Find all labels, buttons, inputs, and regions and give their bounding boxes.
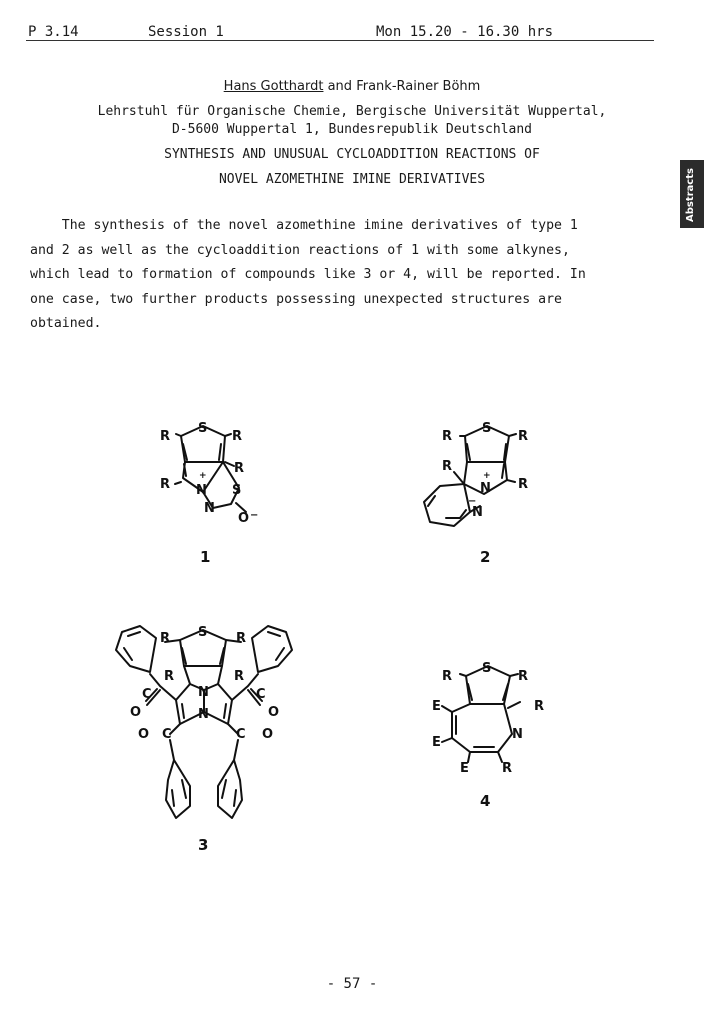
atom-label: R bbox=[518, 669, 529, 684]
atom-label: C bbox=[236, 727, 246, 742]
abstract-line: obtained. bbox=[30, 316, 102, 331]
atom-label: N bbox=[198, 685, 209, 700]
section-tab bbox=[680, 160, 704, 228]
atom-label: O bbox=[268, 705, 280, 720]
atom-label: N bbox=[512, 727, 523, 742]
structure-4 bbox=[442, 666, 520, 762]
atom-label: R bbox=[502, 761, 513, 776]
atom-label: S bbox=[198, 625, 208, 640]
charge-plus: + bbox=[483, 471, 491, 481]
atom-label: N bbox=[196, 483, 207, 498]
charge-plus: + bbox=[199, 471, 207, 481]
atom-label: S bbox=[482, 661, 492, 676]
atom-label: R bbox=[518, 429, 529, 444]
structure-label: 2 bbox=[480, 548, 491, 566]
structure-label: 3 bbox=[198, 836, 209, 854]
abstract-code: P 3.14 bbox=[28, 24, 79, 40]
charge-minus: − bbox=[468, 496, 477, 507]
abstract-line: The synthesis of the novel azomethine imine derivatives of type 1 bbox=[30, 218, 578, 233]
atom-label: O bbox=[138, 727, 150, 742]
atom-label: O bbox=[262, 727, 274, 742]
atom-label: R bbox=[534, 699, 545, 714]
structure-label: 4 bbox=[480, 792, 491, 810]
atom-label: R bbox=[518, 477, 529, 492]
section-tab-label: Abstracts bbox=[685, 168, 696, 222]
atom-label: R bbox=[236, 631, 247, 646]
atom-label: S bbox=[198, 421, 208, 436]
atom-label: S bbox=[232, 483, 242, 498]
atom-label: R bbox=[232, 429, 243, 444]
atom-label: C bbox=[162, 727, 172, 742]
authors bbox=[0, 79, 704, 94]
atom-label: R bbox=[160, 429, 171, 444]
atom-label: R bbox=[160, 477, 171, 492]
atom-label: C bbox=[142, 687, 152, 702]
atom-label: R bbox=[442, 669, 453, 684]
structure-3 bbox=[116, 626, 292, 818]
atom-label: N bbox=[472, 505, 483, 520]
atom-label: R bbox=[442, 429, 453, 444]
page-number: - 57 - bbox=[326, 976, 378, 992]
atom-label: R bbox=[234, 669, 245, 684]
atom-label: E bbox=[432, 699, 441, 714]
author-first: Hans Gotthardt bbox=[223, 79, 324, 94]
abstract-line: which lead to formation of compounds like 3 or 4, will be reported. In bbox=[30, 267, 586, 282]
paper-title-line: NOVEL AZOMETHINE IMINE DERIVATIVES bbox=[218, 172, 486, 187]
session-time: Mon 15.20 - 16.30 hrs bbox=[376, 24, 554, 40]
atom-label: S bbox=[482, 421, 492, 436]
atom-label: R bbox=[442, 459, 453, 474]
author-joiner: and bbox=[327, 79, 353, 94]
atom-label: E bbox=[432, 735, 441, 750]
atom-label: N bbox=[204, 501, 215, 516]
atom-label: R bbox=[234, 461, 245, 476]
atom-label: O bbox=[130, 705, 142, 720]
abstract-line: and 2 as well as the cycloaddition reactions of 1 with some alkynes, bbox=[30, 243, 570, 258]
chemical-structures bbox=[0, 400, 704, 880]
author-second: Frank-Rainer Böhm bbox=[356, 79, 481, 94]
charge-minus: − bbox=[250, 510, 259, 521]
header-rule bbox=[26, 40, 654, 41]
atom-label: R bbox=[164, 669, 175, 684]
atom-label: N bbox=[198, 707, 209, 722]
atom-label: R bbox=[160, 631, 171, 646]
paper-title-line: SYNTHESIS AND UNUSUAL CYCLOADDITION REACTIONS OF bbox=[164, 147, 540, 162]
atom-label: N bbox=[480, 481, 491, 496]
atom-label: O bbox=[238, 511, 250, 526]
structure-label: 1 bbox=[200, 548, 211, 566]
session-label: Session 1 bbox=[148, 24, 224, 40]
structure-2 bbox=[424, 426, 516, 526]
atom-label: E bbox=[460, 761, 469, 776]
affiliation-line: D-5600 Wuppertal 1, Bundesrepublik Deutschland bbox=[171, 122, 533, 137]
atom-label: C bbox=[256, 687, 266, 702]
affiliation-line: Lehrstuhl für Organische Chemie, Bergische Universität Wuppertal, bbox=[97, 104, 607, 119]
abstract-line: one case, two further products possessing unexpected structures are bbox=[30, 292, 562, 307]
